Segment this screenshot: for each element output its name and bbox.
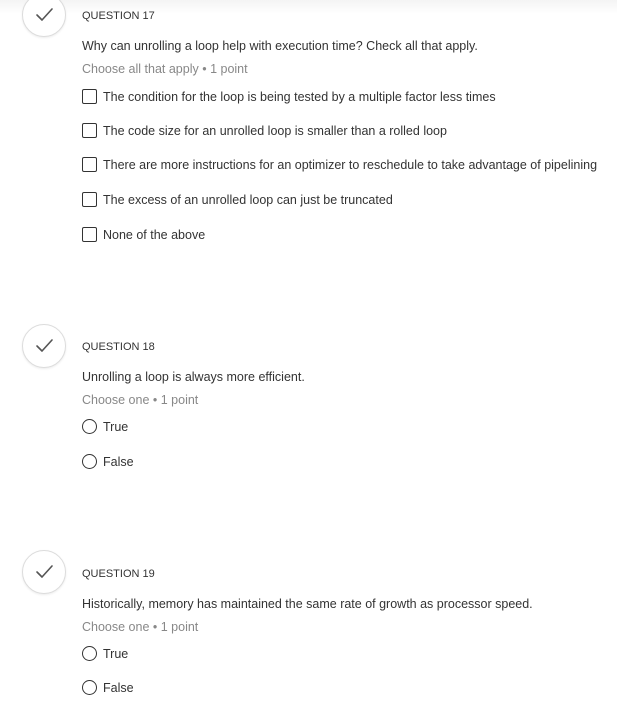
question-number: QUESTION 18 <box>82 341 155 353</box>
question-number: QUESTION 19 <box>82 568 155 580</box>
option-label[interactable]: The code size for an unrolled loop is smaller than a rolled loop <box>103 124 447 138</box>
option-label[interactable]: There are more instructions for an optimizer to reschedule to take advantage of pipelining <box>103 158 598 172</box>
radio-unselected-icon[interactable] <box>82 454 97 469</box>
answered-check-badge <box>22 550 66 594</box>
answered-check-badge <box>22 324 66 368</box>
radio-unselected-icon[interactable] <box>82 419 97 434</box>
radio-unselected-icon[interactable] <box>82 680 97 695</box>
question-instructions: Choose one • 1 point <box>82 393 199 407</box>
radio-unselected-icon[interactable] <box>82 646 97 661</box>
option-label[interactable]: The excess of an unrolled loop can just be truncated <box>103 193 393 207</box>
question-instructions: Choose all that apply • 1 point <box>82 62 248 76</box>
option-label[interactable]: None of the above <box>103 228 206 242</box>
option-label[interactable]: False <box>103 455 134 469</box>
checkbox-unchecked-icon[interactable] <box>82 123 97 138</box>
question-prompt: Why can unrolling a loop help with execution time? Check all that apply. <box>82 39 478 53</box>
checkbox-unchecked-icon[interactable] <box>82 89 97 104</box>
option-label[interactable]: True <box>103 647 129 661</box>
checkmark-icon <box>35 338 54 354</box>
checkmark-icon <box>35 564 54 580</box>
option-label[interactable]: The condition for the loop is being tested by a multiple factor less times <box>103 90 496 104</box>
option-label[interactable]: False <box>103 681 134 695</box>
question-prompt: Historically, memory has maintained the same rate of growth as processor speed. <box>82 597 533 611</box>
checkbox-unchecked-icon[interactable] <box>82 192 97 207</box>
question-prompt: Unrolling a loop is always more efficient. <box>82 370 305 384</box>
option-label[interactable]: True <box>103 420 129 434</box>
question-number: QUESTION 17 <box>82 10 155 22</box>
answered-check-badge <box>22 0 66 37</box>
checkbox-unchecked-icon[interactable] <box>82 157 97 172</box>
checkmark-icon <box>35 7 54 23</box>
checkbox-unchecked-icon[interactable] <box>82 227 97 242</box>
question-instructions: Choose one • 1 point <box>82 620 199 634</box>
